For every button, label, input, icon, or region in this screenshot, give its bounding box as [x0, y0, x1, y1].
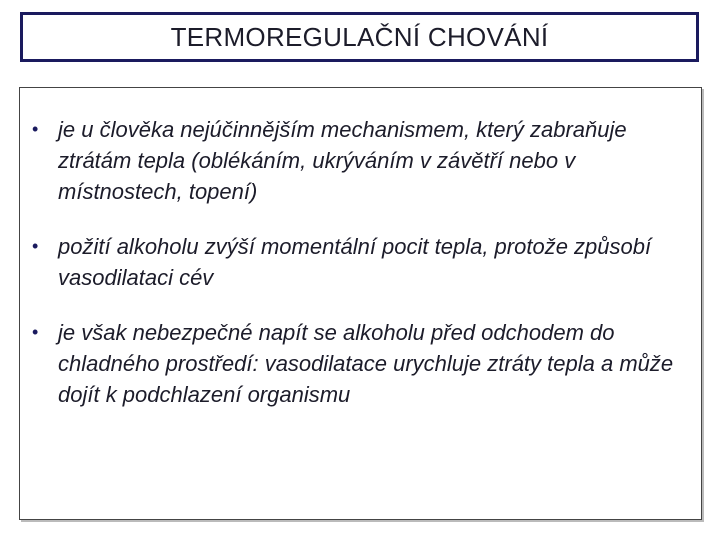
content-box — [19, 87, 702, 520]
bullet-text: je však nebezpečné napít se alkoholu před odchodem do chladného prostředí: vasodilatace urychluje ztráty tepla a může dojít k podchlazení organismu — [58, 320, 674, 407]
bullet-item — [30, 317, 692, 410]
bullet-text: je u člověka nejúčinnějším mechanismem, který zabraňuje ztrátám tepla (oblékáním, ukrýváním v závětří nebo v místnostech, topení) — [58, 117, 627, 204]
bullet-text: požití alkoholu zvýší momentální pocit tepla, protože způsobí vasodilataci cév — [58, 234, 652, 290]
bullet-icon: • — [32, 236, 39, 256]
bullet-item — [30, 231, 692, 293]
bullet-icon: • — [32, 322, 39, 342]
page-title: TERMOREGULAČNÍ CHOVÁNÍ — [170, 21, 549, 52]
bullet-item — [30, 114, 692, 207]
title-box — [20, 12, 699, 62]
bullet-list — [30, 114, 692, 434]
bullet-icon: • — [32, 119, 39, 139]
